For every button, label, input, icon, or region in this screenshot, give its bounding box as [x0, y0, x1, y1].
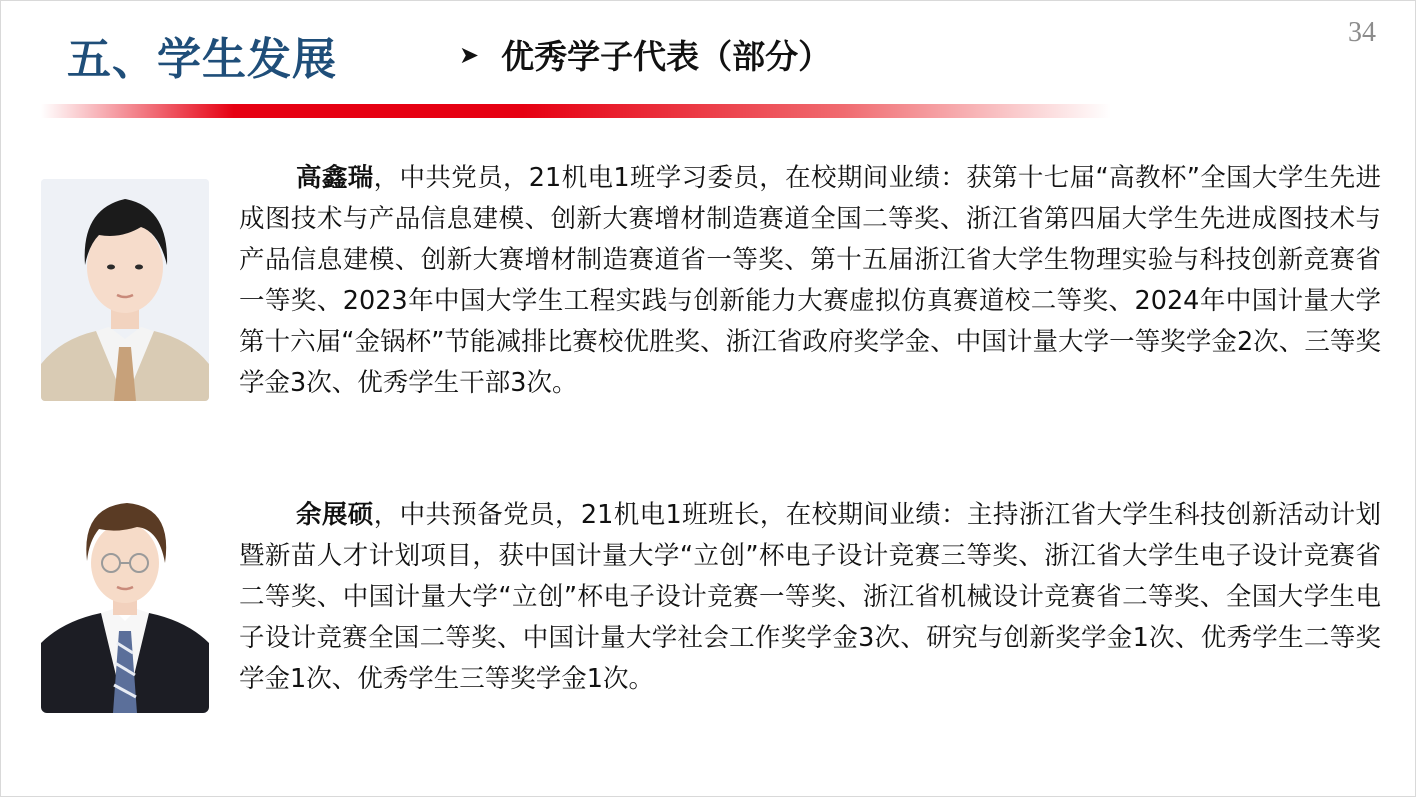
- student-name-2: 余展硕: [296, 500, 374, 530]
- student-name-1: 高鑫瑞: [296, 163, 374, 193]
- student-description-1: [239, 158, 1381, 404]
- title-divider-bar: [41, 104, 1111, 118]
- section-title: 五、学生发展: [67, 34, 337, 85]
- student-details-1: ，中共党员，21机电1班学习委员，在校期间业绩：获第十七届“高教杯”全国大学生先进成图技术与产品信息建模、创新大赛增材制造赛道全国二等奖、浙江省第四届大学生先进成图技术与产品信息建模、创新大赛增材制造赛道省一等奖、第十五届浙江省大学生物理实验与科技创新竞赛省一等奖、2023年中国大学生工程实践与创新能力大赛虚拟仿真赛道校二等奖、2024年中国计量大学第十六届“金锅杯”节能减排比赛校优胜奖、浙江省政府奖学金、中国计量大学一等奖学金2次、三等奖学金3次、优秀学生干部3次。: [239, 163, 1381, 398]
- subtitle-row: [459, 31, 831, 78]
- student-photo-2: [41, 493, 209, 713]
- student-photo-1: [41, 179, 209, 401]
- subtitle: 优秀学子代表（部分）: [501, 37, 832, 76]
- student-details-2: ，中共预备党员，21机电1班班长，在校期间业绩：主持浙江省大学生科技创新活动计划暨新苗人才计划项目，获中国计量大学“立创”杯电子设计竞赛三等奖、浙江省大学生电子设计竞赛省二等奖、中国计量大学“立创”杯电子设计竞赛一等奖、浙江省机械设计竞赛省二等奖、全国大学生电子设计竞赛全国二等奖、中国计量大学社会工作奖学金3次、研究与创新奖学金1次、优秀学生二等奖学金1次、优秀学生三等奖学金1次。: [239, 500, 1381, 694]
- student-description-2: [239, 495, 1381, 700]
- arrow-right-icon: ➤: [459, 40, 480, 69]
- page-number: 34: [1348, 17, 1376, 48]
